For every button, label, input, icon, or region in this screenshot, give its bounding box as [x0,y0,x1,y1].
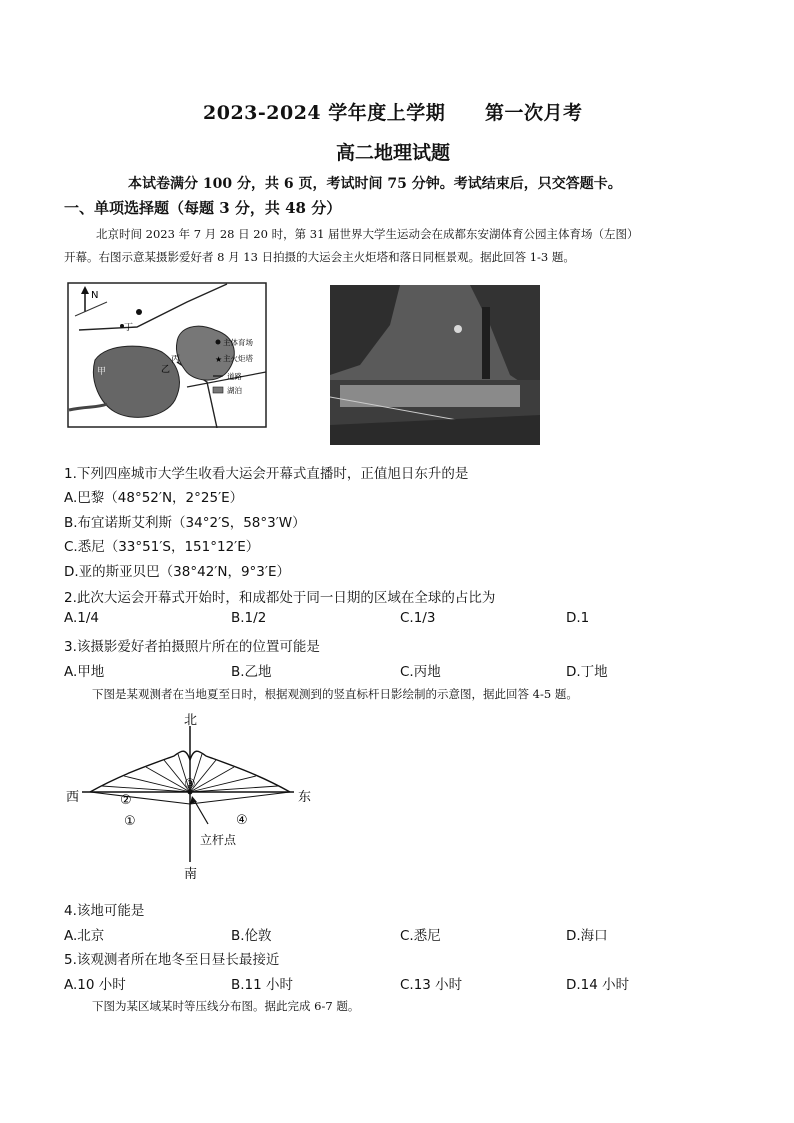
exam-title-left: 2023-2024 学年度上学期 [203,102,446,124]
q2-option-d: D.1 [566,610,590,626]
legend-lake: 湖泊 [227,386,242,395]
exam-notice: 本试卷满分 100 分，共 6 页，考试时间 75 分钟。考试结束后，只交答题卡。 [128,176,622,192]
q4-option-a: A.北京 [64,928,105,944]
q4-option-c: C.悉尼 [400,928,441,944]
torch-tower [482,307,490,379]
dir-east: 东 [298,790,312,805]
dir-south: 南 [184,867,198,882]
map-label-bing: 丙 [171,355,181,365]
map-label-yi: 乙 [161,365,171,375]
q1-option-a: A.巴黎（48°52′N，2°25′E） [64,490,244,506]
q5-stem: 5.该观测者所在地冬至日昼长最接近 [64,952,280,968]
q3-option-d: D.丁地 [566,664,608,680]
q5-option-b: B.11 小时 [231,977,294,993]
stadium-map [67,282,267,428]
sun-icon [454,325,462,333]
legend-torch: 主火炬塔 [223,354,253,363]
q1-option-b: B.布宜诺斯艾利斯（34°2′S，58°3′W） [64,515,306,531]
group3-intro: 下图为某区域某时等压线分布图。据此完成 6-7 题。 [92,999,360,1013]
group1-intro-line1: 北京时间 2023 年 7 月 28 日 20 时，第 31 届世界大学生运动会在成都东安湖体育公园主体育场（左图） [96,227,639,241]
q3-stem: 3.该摄影爱好者拍摄照片所在的位置可能是 [64,639,320,655]
torch-star-icon: ★ [215,355,223,364]
section-heading: 一、单项选择题（每题 3 分，共 48 分） [64,199,342,217]
shadow-diagram [62,712,332,890]
q1-option-c: C.悉尼（33°51′S，151°12′E） [64,539,260,555]
q2-stem: 2.此次大运会开幕式开始时，和成都处于同一日期的区域在全球的占比为 [64,590,496,606]
legend-stadium: 主体育场 [223,338,253,347]
q5-option-d: D.14 小时 [566,977,630,993]
q2-option-c: C.1/3 [400,610,436,626]
map-north-label: N [91,290,99,301]
dir-west: 西 [66,790,80,805]
q1-stem: 1.下列四座城市大学生收看大运会开幕式直播时，正值旭日东升的是 [64,466,469,482]
stadium-map-drawing [67,282,267,428]
map-label-ding: 丁 [124,323,134,333]
torch-sunset-photo [330,285,540,445]
q5-option-c: C.13 小时 [400,977,463,993]
dir-north: 北 [184,713,198,728]
q2-option-a: A.1/4 [64,610,100,626]
q3-option-c: C.丙地 [400,664,441,680]
q1-option-d: D.亚的斯亚贝巴（38°42′N，9°3′E） [64,564,290,580]
torch-sunset-photo-drawing [330,285,540,445]
q4-option-b: B.伦敦 [231,928,272,944]
exam-title-right: 第一次月考 [485,102,583,124]
q3-option-b: B.乙地 [231,664,272,680]
q2-option-b: B.1/2 [231,610,267,626]
q3-option-a: A.甲地 [64,664,105,680]
map-label-jia: 甲 [97,367,107,377]
region-1: ① [124,814,136,829]
region-3: ③ [184,777,196,792]
exam-subtitle: 高二地理试题 [336,142,451,164]
shadow-diagram-drawing [62,712,332,890]
region-4: ④ [236,813,248,828]
group1-intro-line2: 开幕。右图示意某摄影爱好者 8 月 13 日拍摄的大运会主火炬塔和落日同框景观。据此回答 1-3 题。 [64,250,575,264]
legend-road: 道路 [227,372,242,381]
q4-option-d: D.海口 [566,928,608,944]
pole-label: 立杆点 [200,833,237,847]
q4-stem: 4.该地可能是 [64,903,145,919]
stadium-marker-icon [136,309,142,315]
q5-option-a: A.10 小时 [64,977,126,993]
region-2: ② [120,793,132,808]
group2-intro: 下图是某观测者在当地夏至日时，根据观测到的竖直标杆日影绘制的示意图，据此回答 4-5 题。 [92,687,578,701]
